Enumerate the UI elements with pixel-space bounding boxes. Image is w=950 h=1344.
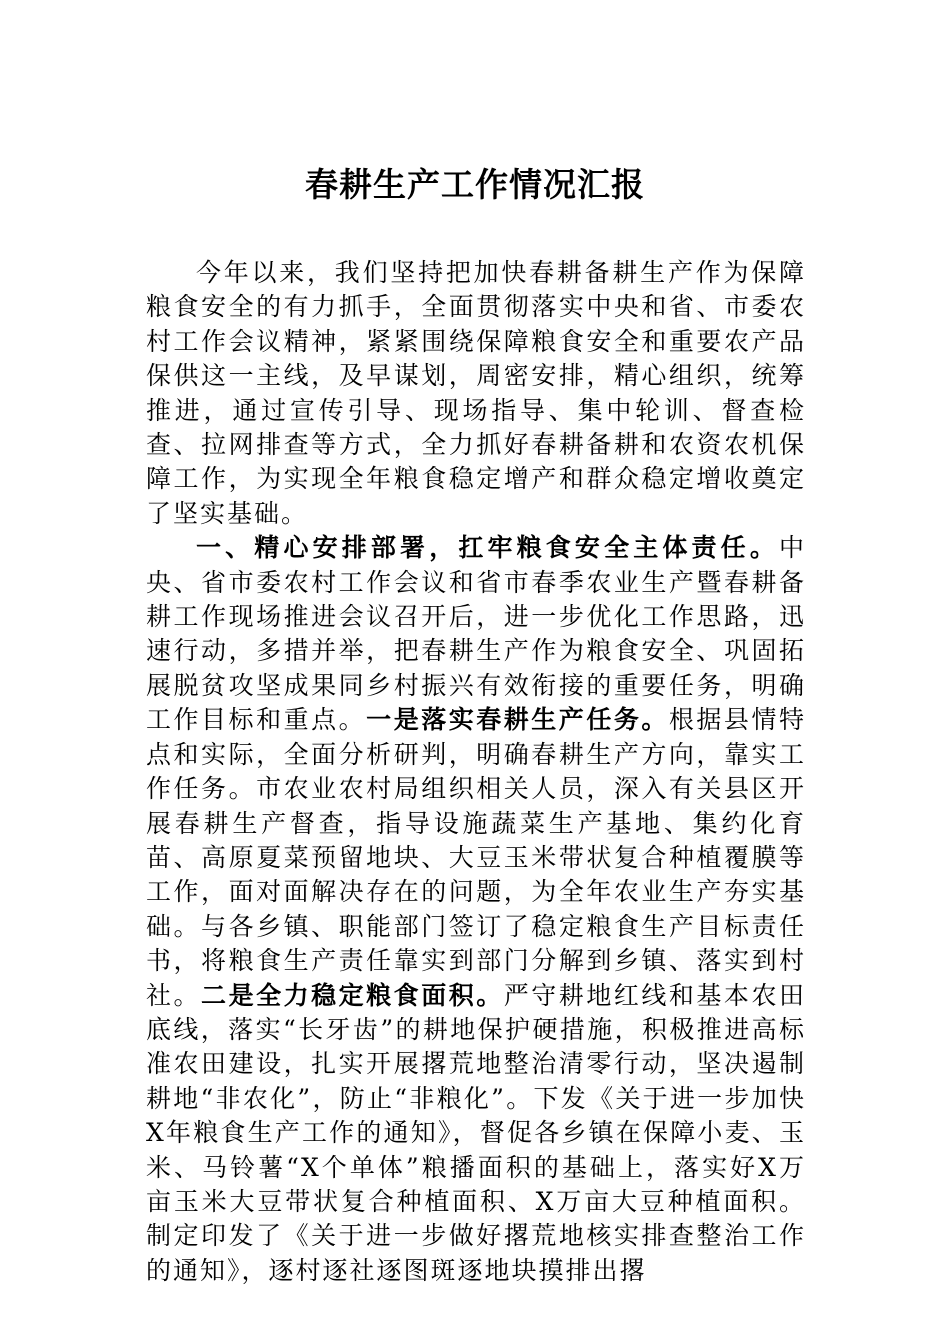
document-title: 春耕生产工作情况汇报 [305, 165, 645, 204]
section-1-paragraph [146, 531, 806, 1288]
section-1-heading: 一、精心安排部署，扛牢粮食安全主体责任。 [196, 533, 779, 563]
intro-paragraph: 今年以来，我们坚持把加快春耕备耕生产作为保障粮食安全的有力抓手，全面贯彻落实中央和省、市委农村工作会议精神，紧紧围绕保障粮食安全和重要农产品保供这一主线，及早谋划，周密安排，精心组织，统筹推进，通过宣传引导、现场指导、集中轮训、督查检查、拉网排查等方式，全力抓好春耕备耕和农资农机保障工作，为实现全年粮食稳定增产和群众稳定增收奠定了坚实基础。 [146, 258, 806, 528]
document-body [146, 256, 806, 1288]
section-1-text: 中央、省市委农村工作会议和省市春季农业生产暨春耕备耕工作现场推进会议召开后，进一步优化工作思路，迅速行动，多措并举，把春耕生产作为粮食安全、巩固拓展脱贫攻坚成果同乡村振兴有效衔接的重要任务，明确工作目标和重点。 [146, 533, 806, 735]
point-2-heading: 二是全力稳定粮食面积。 [201, 980, 504, 1010]
point-1-text: 根据县情特点和实际，全面分析研判，明确春耕生产方向，靠实工作任务。市农业农村局组织相关人员，深入有关县区开展春耕生产督查，指导设施蔬菜生产基地、集约化育苗、高原夏菜预留地块、大豆玉米带状复合种植覆膜等工作，面对面解决存在的问题，为全年农业生产夯实基础。与各乡镇、职能部门签订了稳定粮食生产目标责任书，将粮食生产责任靠实到部门分解到乡镇、落实到村社。 [146, 705, 806, 1010]
point-1-heading: 一是落实春耕生产任务。 [366, 705, 669, 735]
point-2-text: 严守耕地红线和基本农田底线，落实“长牙齿”的耕地保护硬措施，积极推进高标准农田建设，扎实开展撂荒地整治清零行动，坚决遏制耕地“非农化”，防止“非粮化”。下发《关于进一步加快X年粮食生产工作的通知》，督促各乡镇在保障小麦、玉米、马铃薯“X个单体”粮播面积的基础上，落实好X万亩玉米大豆带状复合种植面积、X万亩大豆种植面积。制定印发了《关于进一步做好撂荒地核实排查整治工作的通知》，逐村逐社逐图斑逐地块摸排出撂 [146, 980, 806, 1285]
